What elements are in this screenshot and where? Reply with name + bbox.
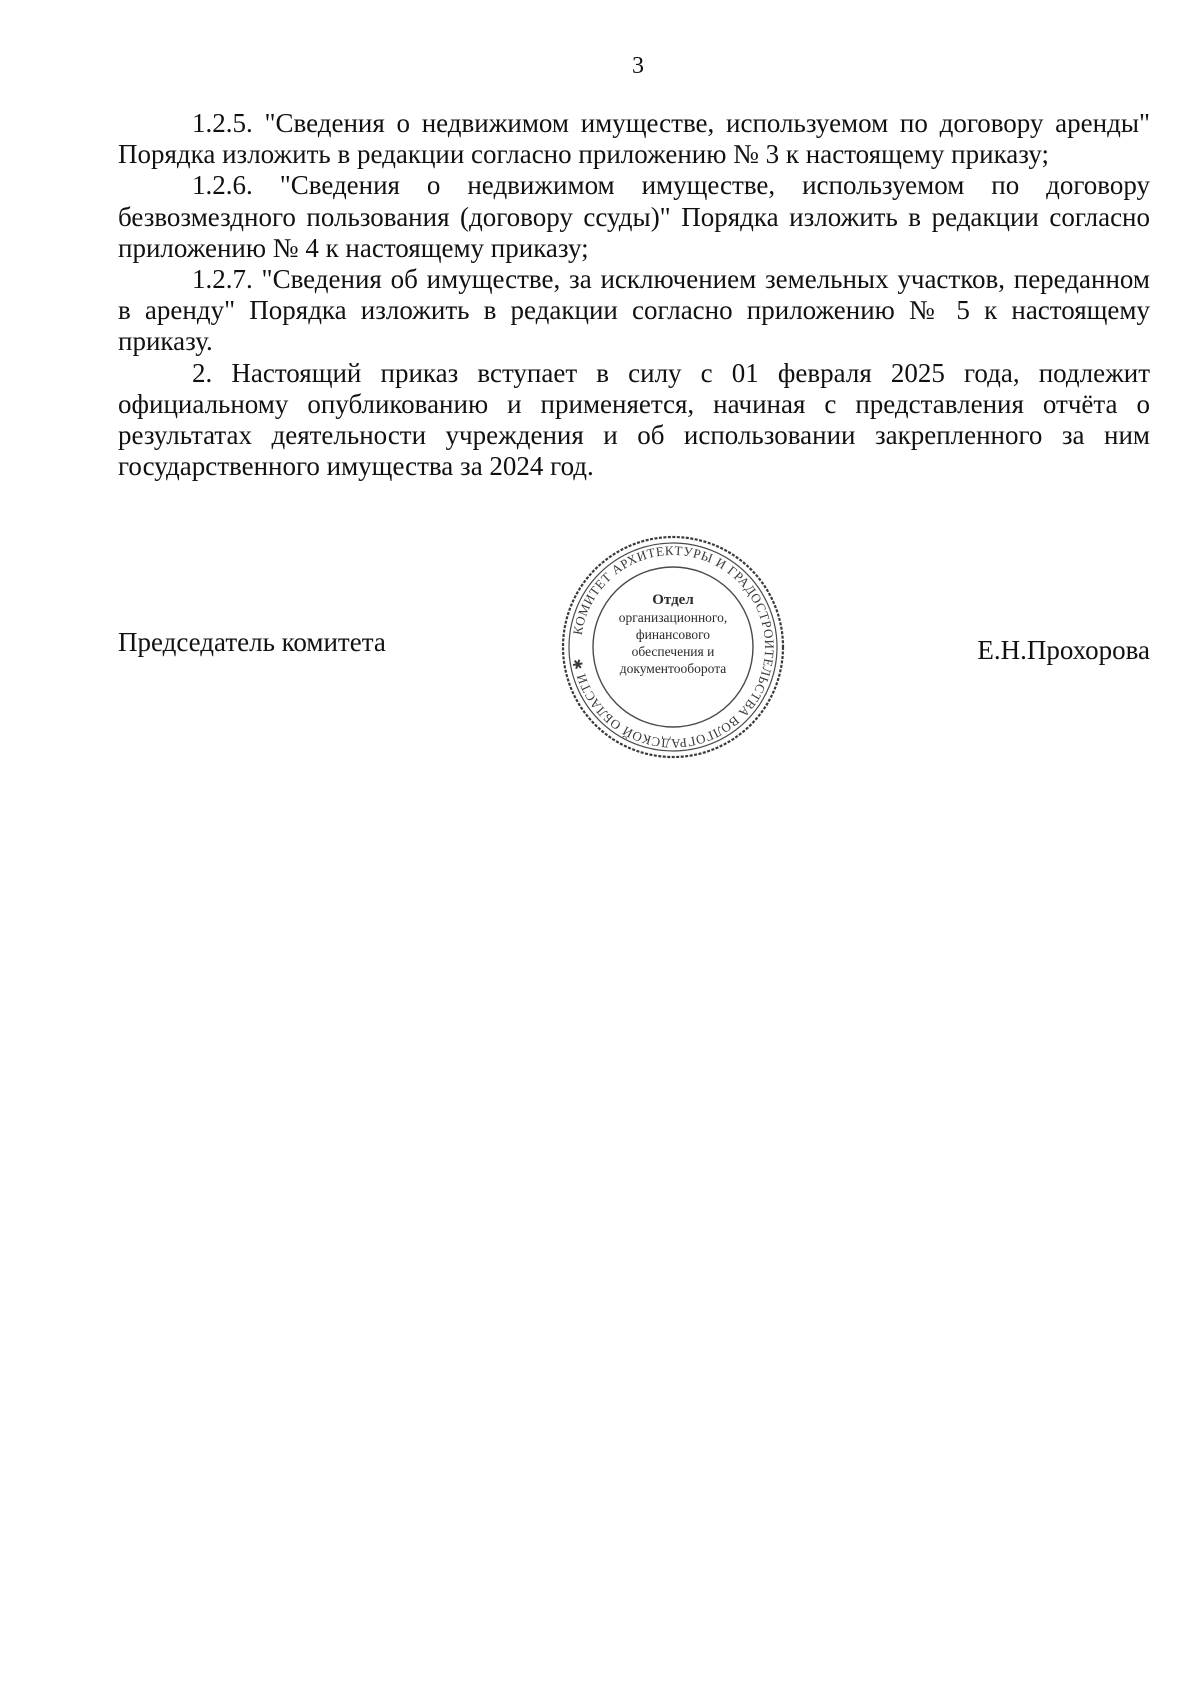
paragraph-2: 2. Настоящий приказ вступает в силу с 01 февраля 2025 года, подлежит официальному опубликованию и применяется, начиная с представления отчёта о результатах деятельности учреждения и об использовании закрепленного за ним государственного имущества за 2024 год. [118, 357, 1150, 482]
seal-center-line: обеспечения и [631, 644, 715, 659]
seal-center-line: финансового [635, 627, 711, 642]
signatory-name: Е.Н.Прохорова [977, 635, 1150, 665]
document-body [118, 108, 1150, 482]
seal-center-line: документооборота [619, 661, 727, 676]
paragraph-1-2-5: 1.2.5. "Сведения о недвижимом имуществе, используемом по договору аренды" Порядка изложить в редакции согласно приложению № 3 к настоящему приказу; [118, 108, 1150, 170]
paragraph-1-2-6: 1.2.6. "Сведения о недвижимом имуществе, используемом по договору безвозмездного пользования (договору ссуды)" Порядка изложить в редакции согласно приложению № 4 к настоящему приказу; [118, 170, 1150, 263]
seal-center-line: организационного, [618, 610, 728, 625]
seal-center-line: Отдел [652, 592, 694, 608]
paragraph-1-2-7: 1.2.7. "Сведения об имуществе, за исключением земельных участков, переданном в аренду" Порядка изложить в редакции согласно приложению № 5 к настоящему приказу. [118, 264, 1150, 357]
page-number: 3 [632, 53, 644, 79]
signature-block [118, 626, 1150, 666]
seal-ring-text: КОМИТЕТ АРХИТЕКТУРЫ И ГРАДОСТРОИТЕЛЬСТВА ВОЛГОГРАДСКОЙ ОБЛАСТИ ✱ [569, 542, 778, 752]
signatory-position: Председатель комитета [118, 627, 386, 657]
